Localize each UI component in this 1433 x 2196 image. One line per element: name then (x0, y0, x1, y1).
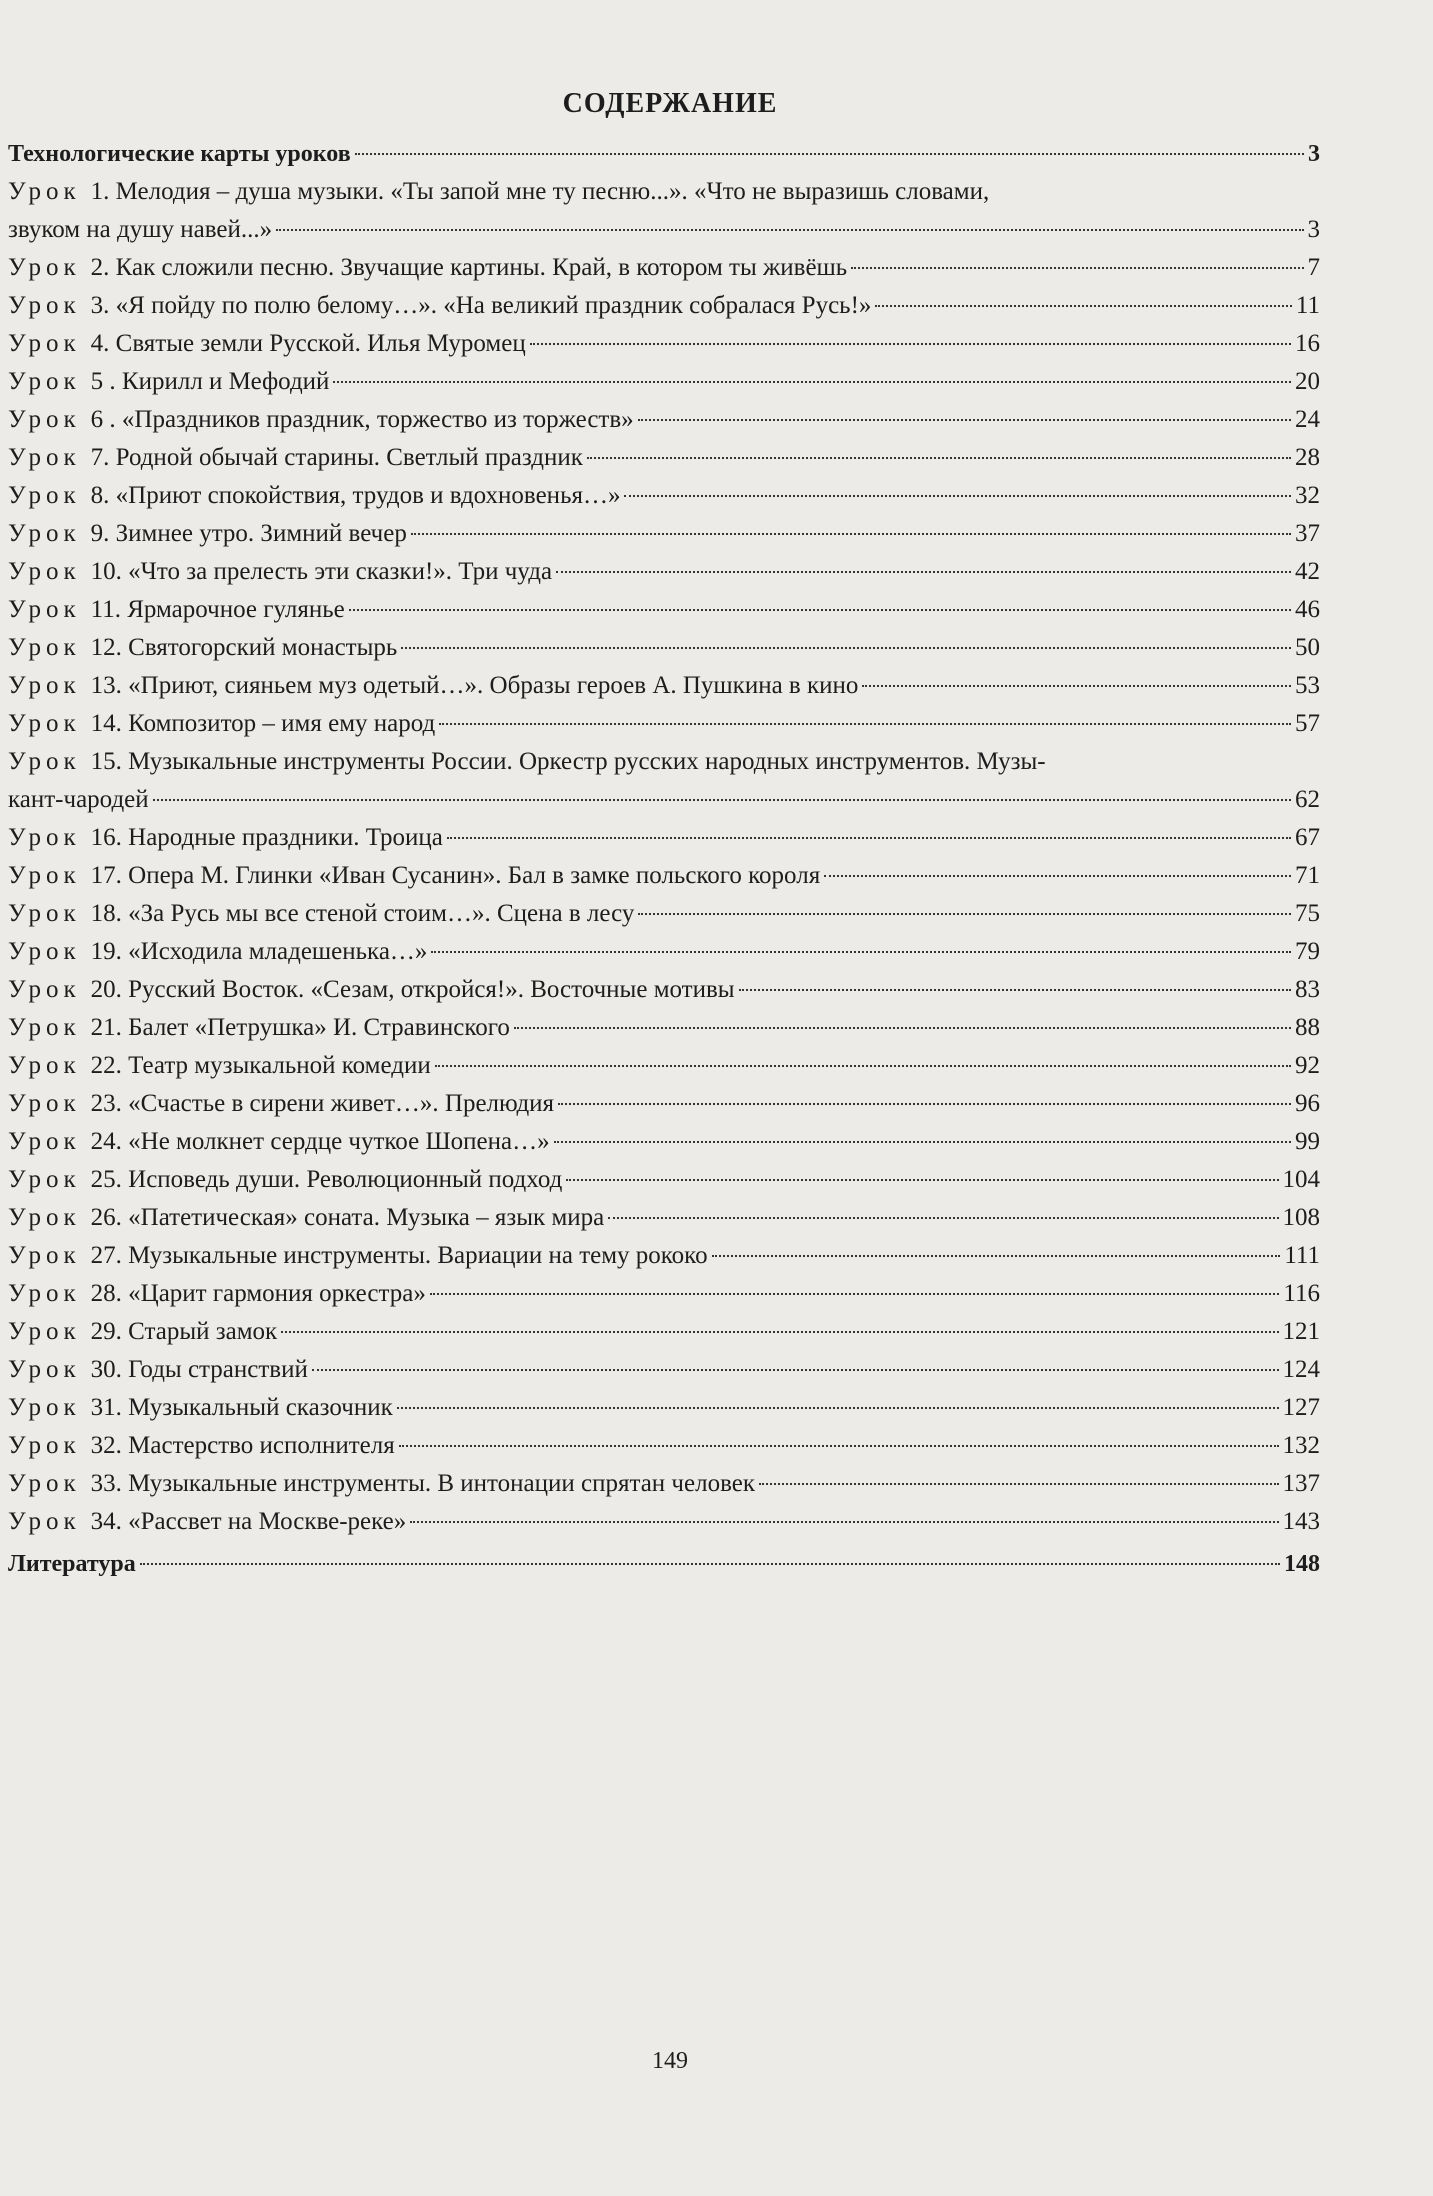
lesson-word: Урок (8, 1470, 81, 1497)
toc-page-number: 42 (1295, 558, 1320, 585)
lesson-word: Урок (8, 520, 81, 547)
lesson-word: Урок (8, 748, 81, 775)
toc-entry-lesson-21[interactable] (8, 1009, 1320, 1047)
dot-leader (397, 1407, 1279, 1409)
toc-page-number: 121 (1282, 1318, 1320, 1345)
toc-page-number: 75 (1295, 900, 1320, 927)
dot-leader (355, 153, 1304, 155)
lesson-title: 25. Исповедь души. Революционный подход (90, 1166, 563, 1193)
lesson-title: кант-чародей (8, 786, 149, 813)
toc-entry-line (8, 743, 1320, 781)
lesson-title-line1: 15. Музыкальные инструменты России. Оркестр русских народных инструментов. Музы- (90, 748, 1046, 775)
toc-page-number: 67 (1295, 824, 1320, 851)
lesson-word: Урок (8, 444, 81, 471)
toc-page-number: 71 (1295, 862, 1320, 889)
lesson-word: Урок (8, 254, 81, 281)
lesson-title: звуком на душу навей...» (8, 216, 273, 243)
lesson-title: 16. Народные праздники. Троица (90, 824, 443, 851)
toc-page-number: 111 (1284, 1242, 1320, 1269)
toc-entry-lesson-7[interactable] (8, 439, 1320, 477)
lesson-title: 22. Театр музыкальной комедии (90, 1052, 431, 1079)
lesson-word: Урок (8, 1356, 81, 1383)
toc-entry-lesson-13[interactable] (8, 667, 1320, 705)
dot-leader (312, 1369, 1279, 1371)
toc-page-number: 20 (1295, 368, 1320, 395)
toc-page-number: 127 (1282, 1394, 1320, 1421)
dot-leader (431, 951, 1291, 953)
toc-entry-lesson-25[interactable] (8, 1161, 1320, 1199)
toc-entry-lesson-2[interactable] (8, 249, 1320, 287)
lesson-list (8, 173, 1320, 1541)
lesson-title: 8. «Приют спокойствия, трудов и вдохновенья…» (90, 482, 621, 509)
lesson-title: 27. Музыкальные инструменты. Вариации на тему рококо (90, 1242, 708, 1269)
dot-leader (435, 1065, 1291, 1067)
toc-page-number: 24 (1295, 406, 1320, 433)
lesson-title: 14. Композитор – имя ему народ (90, 710, 436, 737)
lesson-title: 23. «Счастье в сирени живет…». Прелюдия (90, 1090, 555, 1117)
toc-entry-lesson-6[interactable] (8, 401, 1320, 439)
toc-section-title: Технологические карты уроков (8, 141, 351, 167)
dot-leader (439, 723, 1291, 725)
lesson-title: 30. Годы странствий (90, 1356, 308, 1383)
lesson-title: 32. Мастерство исполнителя (90, 1432, 395, 1459)
toc-entry-lesson-34[interactable] (8, 1503, 1320, 1541)
lesson-word: Урок (8, 1166, 81, 1193)
lesson-word: Урок (8, 1014, 81, 1041)
toc-entry-lesson-29[interactable] (8, 1313, 1320, 1351)
lesson-word: Урок (8, 1242, 81, 1269)
dot-leader (153, 799, 1291, 801)
dot-leader (399, 1445, 1279, 1447)
lesson-word: Урок (8, 558, 81, 585)
lesson-word: Урок (8, 292, 81, 319)
toc-entry-lesson-12[interactable] (8, 629, 1320, 667)
lesson-title: 5 . Кирилл и Мефодий (90, 368, 330, 395)
toc-section-title: Литература (8, 1551, 136, 1577)
lesson-title: 20. Русский Восток. «Сезам, откройся!». Восточные мотивы (90, 976, 735, 1003)
lesson-title: 26. «Патетическая» соната. Музыка – язык мира (90, 1204, 605, 1231)
toc-entry-lesson-10[interactable] (8, 553, 1320, 591)
toc-entry-lesson-5[interactable] (8, 363, 1320, 401)
toc-page-number: 3 (1308, 141, 1320, 167)
lesson-word: Урок (8, 406, 81, 433)
lesson-word: Урок (8, 976, 81, 1003)
lesson-word: Урок (8, 596, 81, 623)
lesson-title: 24. «Не молкнет сердце чуткое Шопена…» (90, 1128, 550, 1155)
lesson-word: Урок (8, 1090, 81, 1117)
lesson-title: 7. Родной обычай старины. Светлый праздник (90, 444, 583, 471)
toc-entry-lesson-20[interactable] (8, 971, 1320, 1009)
toc-entry-lesson-28[interactable] (8, 1275, 1320, 1313)
dot-leader (333, 381, 1291, 383)
toc-section-literature[interactable] (8, 1545, 1320, 1583)
lesson-title-line1: 1. Мелодия – душа музыки. «Ты запой мне ту песню...». «Что не выразишь словами, (90, 178, 990, 205)
toc-page-number: 53 (1295, 672, 1320, 699)
lesson-word: Урок (8, 862, 81, 889)
lesson-word: Урок (8, 634, 81, 661)
toc-page-number: 148 (1284, 1551, 1320, 1577)
toc-entry-lesson-9[interactable] (8, 515, 1320, 553)
dot-leader (556, 571, 1291, 573)
lesson-word: Урок (8, 1508, 81, 1535)
dot-leader (140, 1563, 1280, 1565)
dot-leader (349, 609, 1291, 611)
dot-leader (862, 685, 1291, 687)
toc-page-number: 11 (1295, 292, 1320, 319)
dot-leader (566, 1179, 1278, 1181)
toc-entry-lesson-27[interactable] (8, 1237, 1320, 1275)
toc-page-number: 143 (1282, 1508, 1320, 1535)
dot-leader (558, 1103, 1291, 1105)
lesson-title: 2. Как сложили песню. Звучащие картины. Край, в котором ты живёшь (90, 254, 848, 281)
toc-page-number: 104 (1282, 1166, 1320, 1193)
lesson-word: Урок (8, 1204, 81, 1231)
lesson-word: Урок (8, 710, 81, 737)
toc-entry-lesson-16[interactable] (8, 819, 1320, 857)
lesson-word: Урок (8, 178, 81, 205)
lesson-title: 4. Святые земли Русской. Илья Муромец (90, 330, 526, 357)
lesson-word: Урок (8, 1394, 81, 1421)
toc-entry-lesson-23[interactable] (8, 1085, 1320, 1123)
toc-page-number: 108 (1282, 1204, 1320, 1231)
dot-leader (447, 837, 1291, 839)
lesson-title: 21. Балет «Петрушка» И. Стравинского (90, 1014, 510, 1041)
toc-entry-lesson-17[interactable] (8, 857, 1320, 895)
toc-page-number: 116 (1283, 1280, 1320, 1307)
lesson-word: Урок (8, 1432, 81, 1459)
lesson-word: Урок (8, 1280, 81, 1307)
lesson-title: 31. Музыкальный сказочник (90, 1394, 393, 1421)
toc-entry-lesson-32[interactable] (8, 1427, 1320, 1465)
dot-leader (739, 989, 1291, 991)
dot-leader (608, 1217, 1278, 1219)
dot-leader (430, 1293, 1280, 1295)
dot-leader (530, 343, 1291, 345)
lesson-title: 28. «Царит гармония оркестра» (90, 1280, 426, 1307)
lesson-title: 34. «Рассвет на Москве-реке» (90, 1508, 407, 1535)
dot-leader (587, 457, 1291, 459)
dot-leader (638, 913, 1291, 915)
dot-leader (554, 1141, 1291, 1143)
toc-section-tech[interactable] (8, 135, 1320, 173)
dot-leader (276, 229, 1303, 231)
page-title: СОДЕРЖАНИЕ (562, 88, 778, 119)
toc-entry-line (8, 173, 1320, 211)
toc-entry-lesson-31[interactable] (8, 1389, 1320, 1427)
toc-entry-lesson-11[interactable] (8, 591, 1320, 629)
lesson-word: Урок (8, 482, 81, 509)
lesson-title: 18. «За Русь мы все стеной стоим…». Сцена в лесу (90, 900, 635, 927)
lesson-title: 3. «Я пойду по полю белому…». «На великий праздник собралася Русь!» (90, 292, 872, 319)
dot-leader (401, 647, 1291, 649)
toc-entry-lesson-33[interactable] (8, 1465, 1320, 1503)
lesson-word: Урок (8, 368, 81, 395)
dot-leader (514, 1027, 1291, 1029)
lesson-word: Урок (8, 824, 81, 851)
lesson-title: 9. Зимнее утро. Зимний вечер (90, 520, 407, 547)
toc-page-number: 96 (1295, 1090, 1320, 1117)
toc-entry-lesson-26[interactable] (8, 1199, 1320, 1237)
toc-entry-lesson-22[interactable] (8, 1047, 1320, 1085)
dot-leader (638, 419, 1291, 421)
lesson-word: Урок (8, 900, 81, 927)
page-number: 149 (652, 2048, 688, 2074)
toc-page-number: 50 (1295, 634, 1320, 661)
toc-page-number: 132 (1282, 1432, 1320, 1459)
toc-page-number: 92 (1295, 1052, 1320, 1079)
lesson-title: 10. «Что за прелесть эти сказки!». Три чуда (90, 558, 553, 585)
toc-page-number: 99 (1295, 1128, 1320, 1155)
dot-leader (759, 1483, 1279, 1485)
lesson-title: 19. «Исходила младешенька…» (90, 938, 428, 965)
lesson-word: Урок (8, 1318, 81, 1345)
toc-page-number: 88 (1295, 1014, 1320, 1041)
toc-page-number: 124 (1282, 1356, 1320, 1383)
lesson-word: Урок (8, 672, 81, 699)
toc-entry-lesson-19[interactable] (8, 933, 1320, 971)
toc-page-number: 62 (1295, 786, 1320, 813)
lesson-title: 29. Старый замок (90, 1318, 278, 1345)
toc-entry-lesson-18[interactable] (8, 895, 1320, 933)
lesson-title: 11. Ярмарочное гулянье (90, 596, 345, 623)
toc-entry-lesson-24[interactable] (8, 1123, 1320, 1161)
toc-page-number: 32 (1295, 482, 1320, 509)
toc-page-number: 37 (1295, 520, 1320, 547)
lesson-word: Урок (8, 938, 81, 965)
lesson-title: 6 . «Праздников праздник, торжество из торжеств» (90, 406, 634, 433)
toc-entry-lesson-8[interactable] (8, 477, 1320, 515)
toc-page-number: 83 (1295, 976, 1320, 1003)
toc-page-number: 7 (1307, 254, 1320, 281)
toc-page-number: 57 (1295, 710, 1320, 737)
dot-leader (410, 1521, 1278, 1523)
lesson-title: 33. Музыкальные инструменты. В интонации спрятан человек (90, 1470, 755, 1497)
toc-entry-lesson-14[interactable] (8, 705, 1320, 743)
dot-leader (824, 875, 1291, 877)
lesson-title: 17. Опера М. Глинки «Иван Сусанин». Бал в замке польского короля (90, 862, 821, 889)
toc-entry-lesson-30[interactable] (8, 1351, 1320, 1389)
toc-entry-lesson-4[interactable] (8, 325, 1320, 363)
table-of-contents (8, 135, 1320, 1583)
dot-leader (281, 1331, 1278, 1333)
toc-entry-lesson-1[interactable] (8, 211, 1320, 249)
lesson-word: Урок (8, 1128, 81, 1155)
toc-page-number: 16 (1295, 330, 1320, 357)
toc-page-number: 137 (1282, 1470, 1320, 1497)
dot-leader (851, 267, 1303, 269)
toc-entry-lesson-15[interactable] (8, 781, 1320, 819)
dot-leader (411, 533, 1291, 535)
toc-page-number: 3 (1307, 216, 1320, 243)
toc-page-number: 79 (1295, 938, 1320, 965)
dot-leader (712, 1255, 1281, 1257)
lesson-word: Урок (8, 1052, 81, 1079)
dot-leader (875, 305, 1292, 307)
dot-leader (624, 495, 1291, 497)
toc-page-number: 28 (1295, 444, 1320, 471)
lesson-title: 12. Святогорский монастырь (90, 634, 398, 661)
toc-page-number: 46 (1295, 596, 1320, 623)
toc-entry-lesson-3[interactable] (8, 287, 1320, 325)
lesson-word: Урок (8, 330, 81, 357)
lesson-title: 13. «Приют, сияньем муз одетый…». Образы героев А. Пушкина в кино (90, 672, 859, 699)
